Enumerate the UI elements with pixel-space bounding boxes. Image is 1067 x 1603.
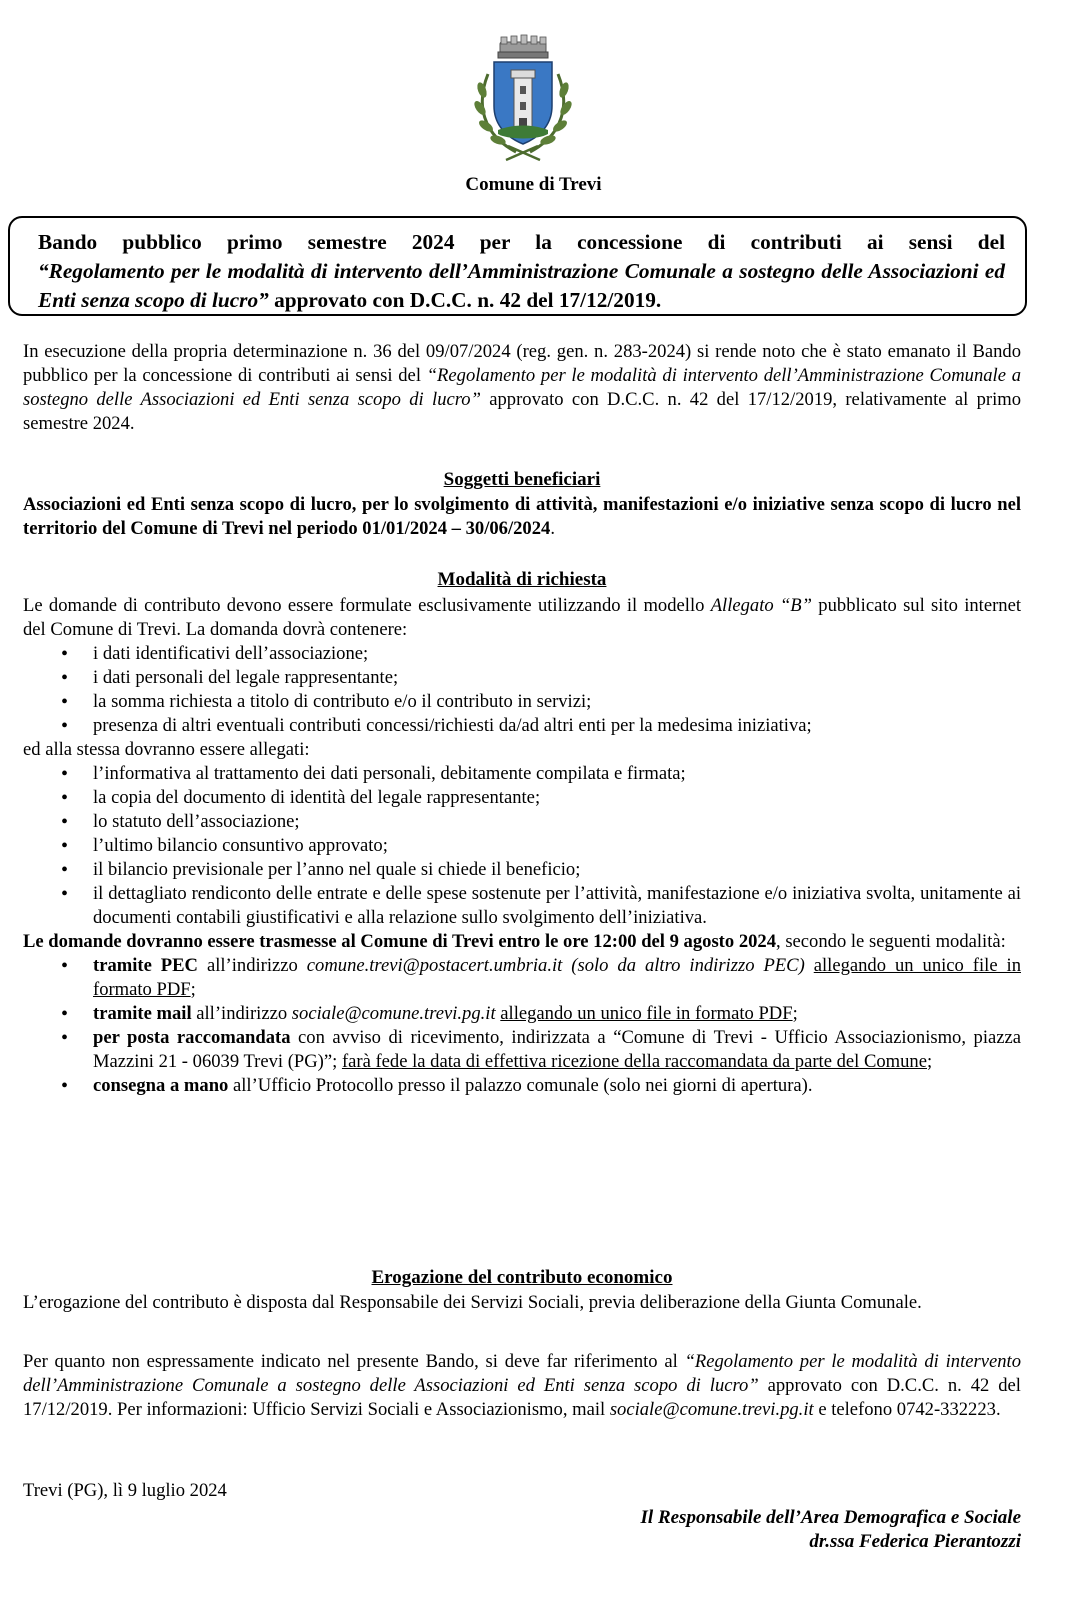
municipality-name: Comune di Trevi (465, 174, 602, 195)
list-item: • l’informativa al trattamento dei dati personali, debitamente compilata e firmata; (23, 762, 1021, 786)
list-item: • lo statuto dell’associazione; (23, 810, 1021, 834)
list-item (23, 954, 1021, 1002)
title-rest (38, 257, 1005, 315)
intro-paragraph (23, 340, 1021, 436)
mail-text: all’indirizzo (191, 1003, 292, 1024)
title-line: Bando pubblico primo semestre 2024 per la concessione di contributi ai sensi del (38, 230, 1005, 254)
place-date: Trevi (PG), lì 9 luglio 2024 (23, 1480, 227, 1501)
posta-end: ; (926, 1051, 933, 1072)
intro-text-end: approvato con D.C.C. n. 42 del 17/12/2019, relativamente al primo semestre 2024. (23, 389, 1021, 434)
modalita-intro (23, 594, 1021, 642)
intro-text: In esecuzione della propria determinazione n. 36 del 09/07/2024 (reg. gen. n. 283-2024) si rende noto che è stato emanato il Bando pubblico per la concessione di contributi ai sensi del (23, 341, 1021, 386)
mail-note: allegando un unico file in formato PDF (500, 1003, 793, 1024)
mail-address: sociale@comune.trevi.pg.it (291, 1003, 496, 1024)
scadenza-bold: Le domande dovranno essere trasmesse al Comune di Trevi entro le ore 12:00 del 9 agosto 2024 (23, 931, 777, 952)
pec-label: tramite PEC (93, 955, 198, 976)
note-italic: “Regolamento per le modalità di intervento dell’Amministrazione Comunale a sostegno delle Associazioni ed Enti senza scopo di lucro” (23, 1351, 1021, 1396)
invio-list (23, 954, 1021, 1098)
pec-end: ; (190, 979, 196, 1000)
intro-italic: “Regolamento per le modalità di intervento dell’Amministrazione Comunale a sostegno delle Associazioni ed Enti senza scopo di lucro” (23, 365, 1021, 410)
note-paragraph (23, 1350, 1021, 1422)
beneficiari-body: Associazioni ed Enti senza scopo di lucro, per lo svolgimento di attività, manifestazioni e/o iniziative senza scopo di lucro nel territorio del Comune di Trevi nel periodo 01/01/2024 – 30/06/2024 (23, 494, 1021, 539)
title-italic: “Regolamento per le modalità di intervento dell’Amministrazione Comunale a sostegno delle Associazioni ed Enti senza scopo di lucro” (38, 259, 1005, 312)
section-heading-erogazione: Erogazione del contributo economico (371, 1267, 673, 1288)
contenuti-list (23, 642, 1021, 738)
modalita-intro-end: pubblicato sul sito internet del Comune di Trevi. La domanda dovrà contenere: (23, 595, 1021, 640)
posta-note: farà fede la data di effettiva ricezione della raccomandata da parte del Comune (341, 1051, 927, 1072)
list-item: • il bilancio previsionale per l’anno nel quale si chiede il beneficio; (23, 858, 1021, 882)
section-heading-beneficiari: Soggetti beneficiari (443, 469, 601, 490)
posta-label: per posta raccomandata (93, 1027, 291, 1048)
beneficiari-text (23, 493, 1021, 541)
modalita-section (23, 594, 1021, 1098)
mail-label: tramite mail (93, 1003, 192, 1024)
title-tail: approvato con D.C.C. n. 42 del 17/12/2019. (268, 288, 662, 312)
modalita-intro-text: Le domande di contributo devono essere formulate esclusivamente utilizzando il modello (23, 595, 711, 616)
list-item (23, 1002, 1021, 1026)
list-item: • l’ultimo bilancio consuntivo approvato; (23, 834, 1021, 858)
note-text: Per quanto non espressamente indicato nel presente Bando, si deve far riferimento al (23, 1351, 685, 1372)
note-mail: sociale@comune.trevi.pg.it (609, 1399, 814, 1420)
beneficiari-period: . (550, 518, 555, 539)
allegato-b: Allegato “B” (710, 595, 813, 616)
mano-text: all’Ufficio Protocollo presso il palazzo comunale (solo nei giorni di apertura). (228, 1075, 813, 1096)
scadenza-paragraph (23, 930, 1021, 954)
posta-text: con avviso di ricevimento, indirizzata a “Comune di Trevi - Ufficio Associazionismo, piazza Mazzini 21 - 06039 Trevi (PG)”; (93, 1027, 1021, 1072)
pec-note: allegando un unico file in formato PDF (93, 955, 1021, 1000)
mail-end: ; (792, 1003, 798, 1024)
title-box (8, 216, 1027, 316)
list-item: • il dettagliato rendiconto delle entrate e delle spese sostenute per l’attività, manifestazione e/o iniziativa svolta, unitamente ai documenti contabili giustificativi e alla relazione sullo svolgimento dell’iniziativa. (23, 882, 1021, 930)
scadenza-rest: , secondo le seguenti modalità: (776, 931, 1006, 952)
list-item: • la copia del documento di identità del legale rappresentante; (23, 786, 1021, 810)
list-item: • la somma richiesta a titolo di contributo e/o il contributo in servizi; (23, 690, 1021, 714)
signature-name: dr.ssa Federica Pierantozzi (809, 1531, 1021, 1552)
signature-role: Il Responsabile dell’Area Demografica e Sociale (640, 1507, 1021, 1528)
mano-label: consegna a mano (93, 1075, 229, 1096)
allegati-intro: ed alla stessa dovranno essere allegati: (23, 739, 310, 760)
pec-address: comune.trevi@postacert.umbria.it (solo da altro indirizzo PEC) (306, 955, 805, 976)
pec-text: all’indirizzo (198, 955, 307, 976)
coat-of-arms-icon (468, 34, 578, 162)
note-text-b: approvato con D.C.C. n. 42 del 17/12/2019. Per informazioni: Ufficio Servizi Sociali e Associazionismo, mail (23, 1375, 1021, 1420)
list-item (23, 1074, 1021, 1098)
erogazione-text: L’erogazione del contributo è disposta dal Responsabile dei Servizi Sociali, previa deliberazione della Giunta Comunale. (23, 1292, 922, 1313)
list-item: • i dati identificativi dell’associazione; (23, 642, 1021, 666)
list-item (23, 1026, 1021, 1074)
list-item: • presenza di altri eventuali contributi concessi/richiesti da/ad altri enti per la medesima iniziativa; (23, 714, 1021, 738)
list-item: • i dati personali del legale rappresentante; (23, 666, 1021, 690)
signature-block (641, 1506, 1021, 1554)
note-text-c: e telefono 0742-332223. (813, 1399, 1001, 1420)
section-heading-modalita: Modalità di richiesta (437, 569, 607, 590)
allegati-list (23, 762, 1021, 930)
